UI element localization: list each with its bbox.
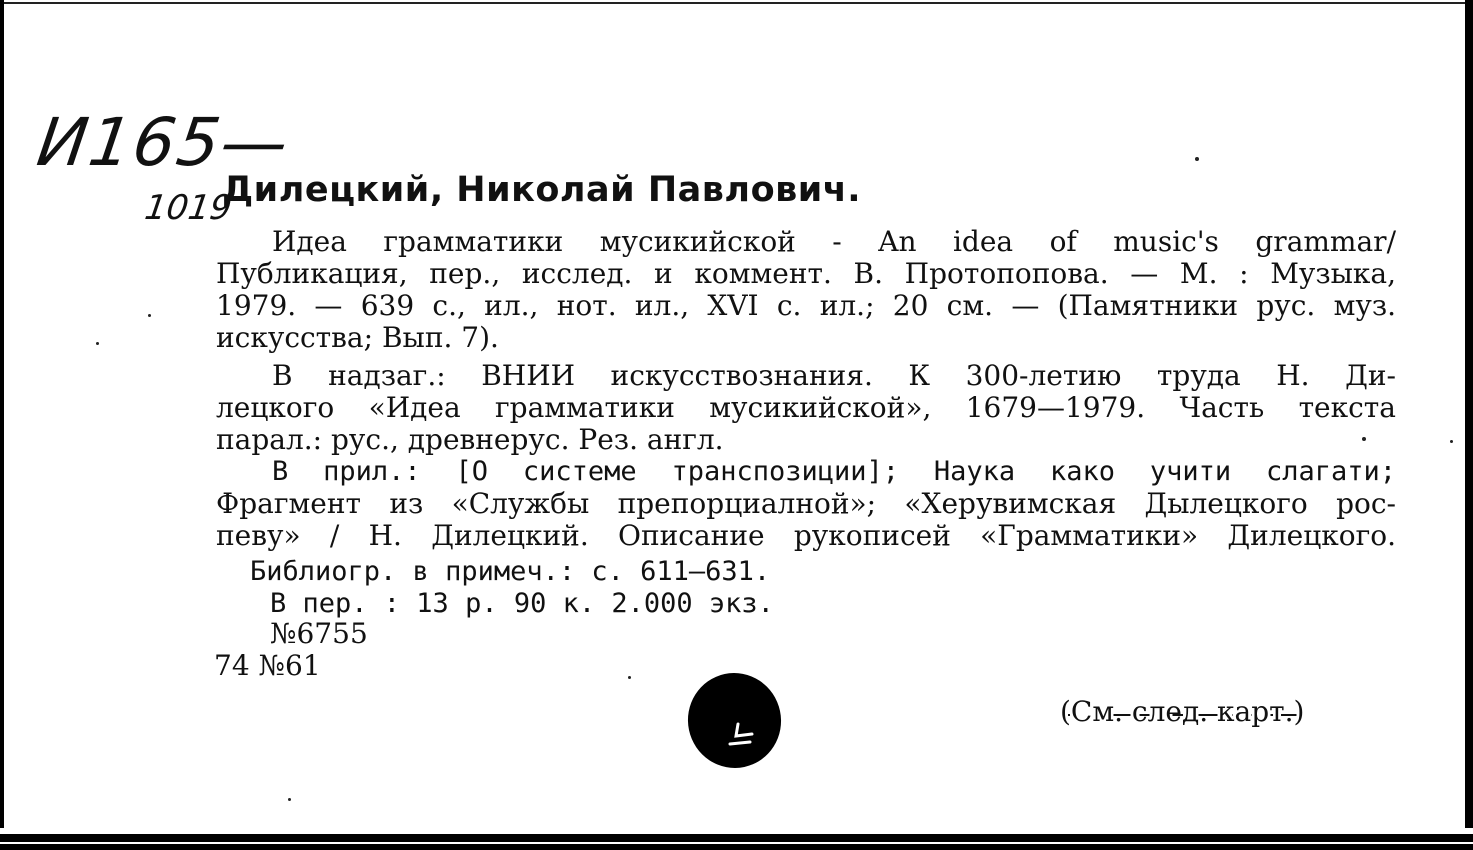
handwritten-number: 1019: [142, 188, 235, 228]
paper-speck: [1450, 440, 1453, 443]
paper-speck: [628, 676, 631, 679]
body-line-10: певу» / Н. Дилецкий. Описание рукописей «Грамматики» Дилецкого.: [216, 519, 1396, 552]
body-line-5: В надзаг.: ВНИИ искусствознания. К 300-летию труда Н. Ди-: [272, 359, 1396, 392]
bibliography-note: Библиогр. в примеч.: с. 611—631.: [250, 556, 771, 587]
body-line-6: лецкого «Идеа грамматики мусикийской», 1679—1979. Часть текста: [216, 391, 1396, 424]
body-line-3: 1979. — 639 с., ил., нот. ил., XVI с. ил.; 20 см. — (Памятники рус. муз.: [216, 289, 1396, 322]
body-line-9: Фрагмент из «Службы препорциалной»; «Херувимская Дылецкого рос-: [216, 487, 1396, 520]
author-heading: Дилецкий, Николай Павлович.: [222, 170, 862, 210]
body-line-2: Публикация, пер., исслед. и коммент. В. Протопопова. — М. : Музыка,: [216, 257, 1396, 290]
registry-number: №6755: [270, 617, 368, 650]
body-line-8: В прил.: [О системе транспозиции]; Наука како учити слагати;: [272, 456, 1396, 487]
paper-speck: [1195, 157, 1199, 161]
paper-speck: [96, 342, 99, 345]
punch-mark-icon: [726, 722, 756, 748]
class-number: 74 №61: [214, 649, 321, 682]
paper-speck: [1362, 437, 1366, 441]
body-line-7: парал.: рус., древнерус. Рез. англ.: [216, 423, 724, 456]
card-right-edge: [1465, 0, 1473, 850]
paper-speck: [148, 314, 151, 317]
card-top-edge: [0, 0, 1473, 6]
card-bottom-edge: [0, 828, 1473, 850]
handwritten-shelfmark: И165—: [32, 104, 295, 181]
body-line-4: искусства; Вып. 7).: [216, 321, 499, 354]
see-next-card-note: (См. след. карт.): [1060, 695, 1305, 728]
body-line-1: Идеа грамматики мусикийской - An idea of music's grammar/: [272, 225, 1396, 258]
price-note: В пер. : 13 р. 90 к. 2.000 экз.: [270, 588, 774, 619]
card-left-edge: [0, 0, 4, 850]
paper-speck: [288, 798, 291, 801]
punch-hole: [679, 664, 790, 776]
